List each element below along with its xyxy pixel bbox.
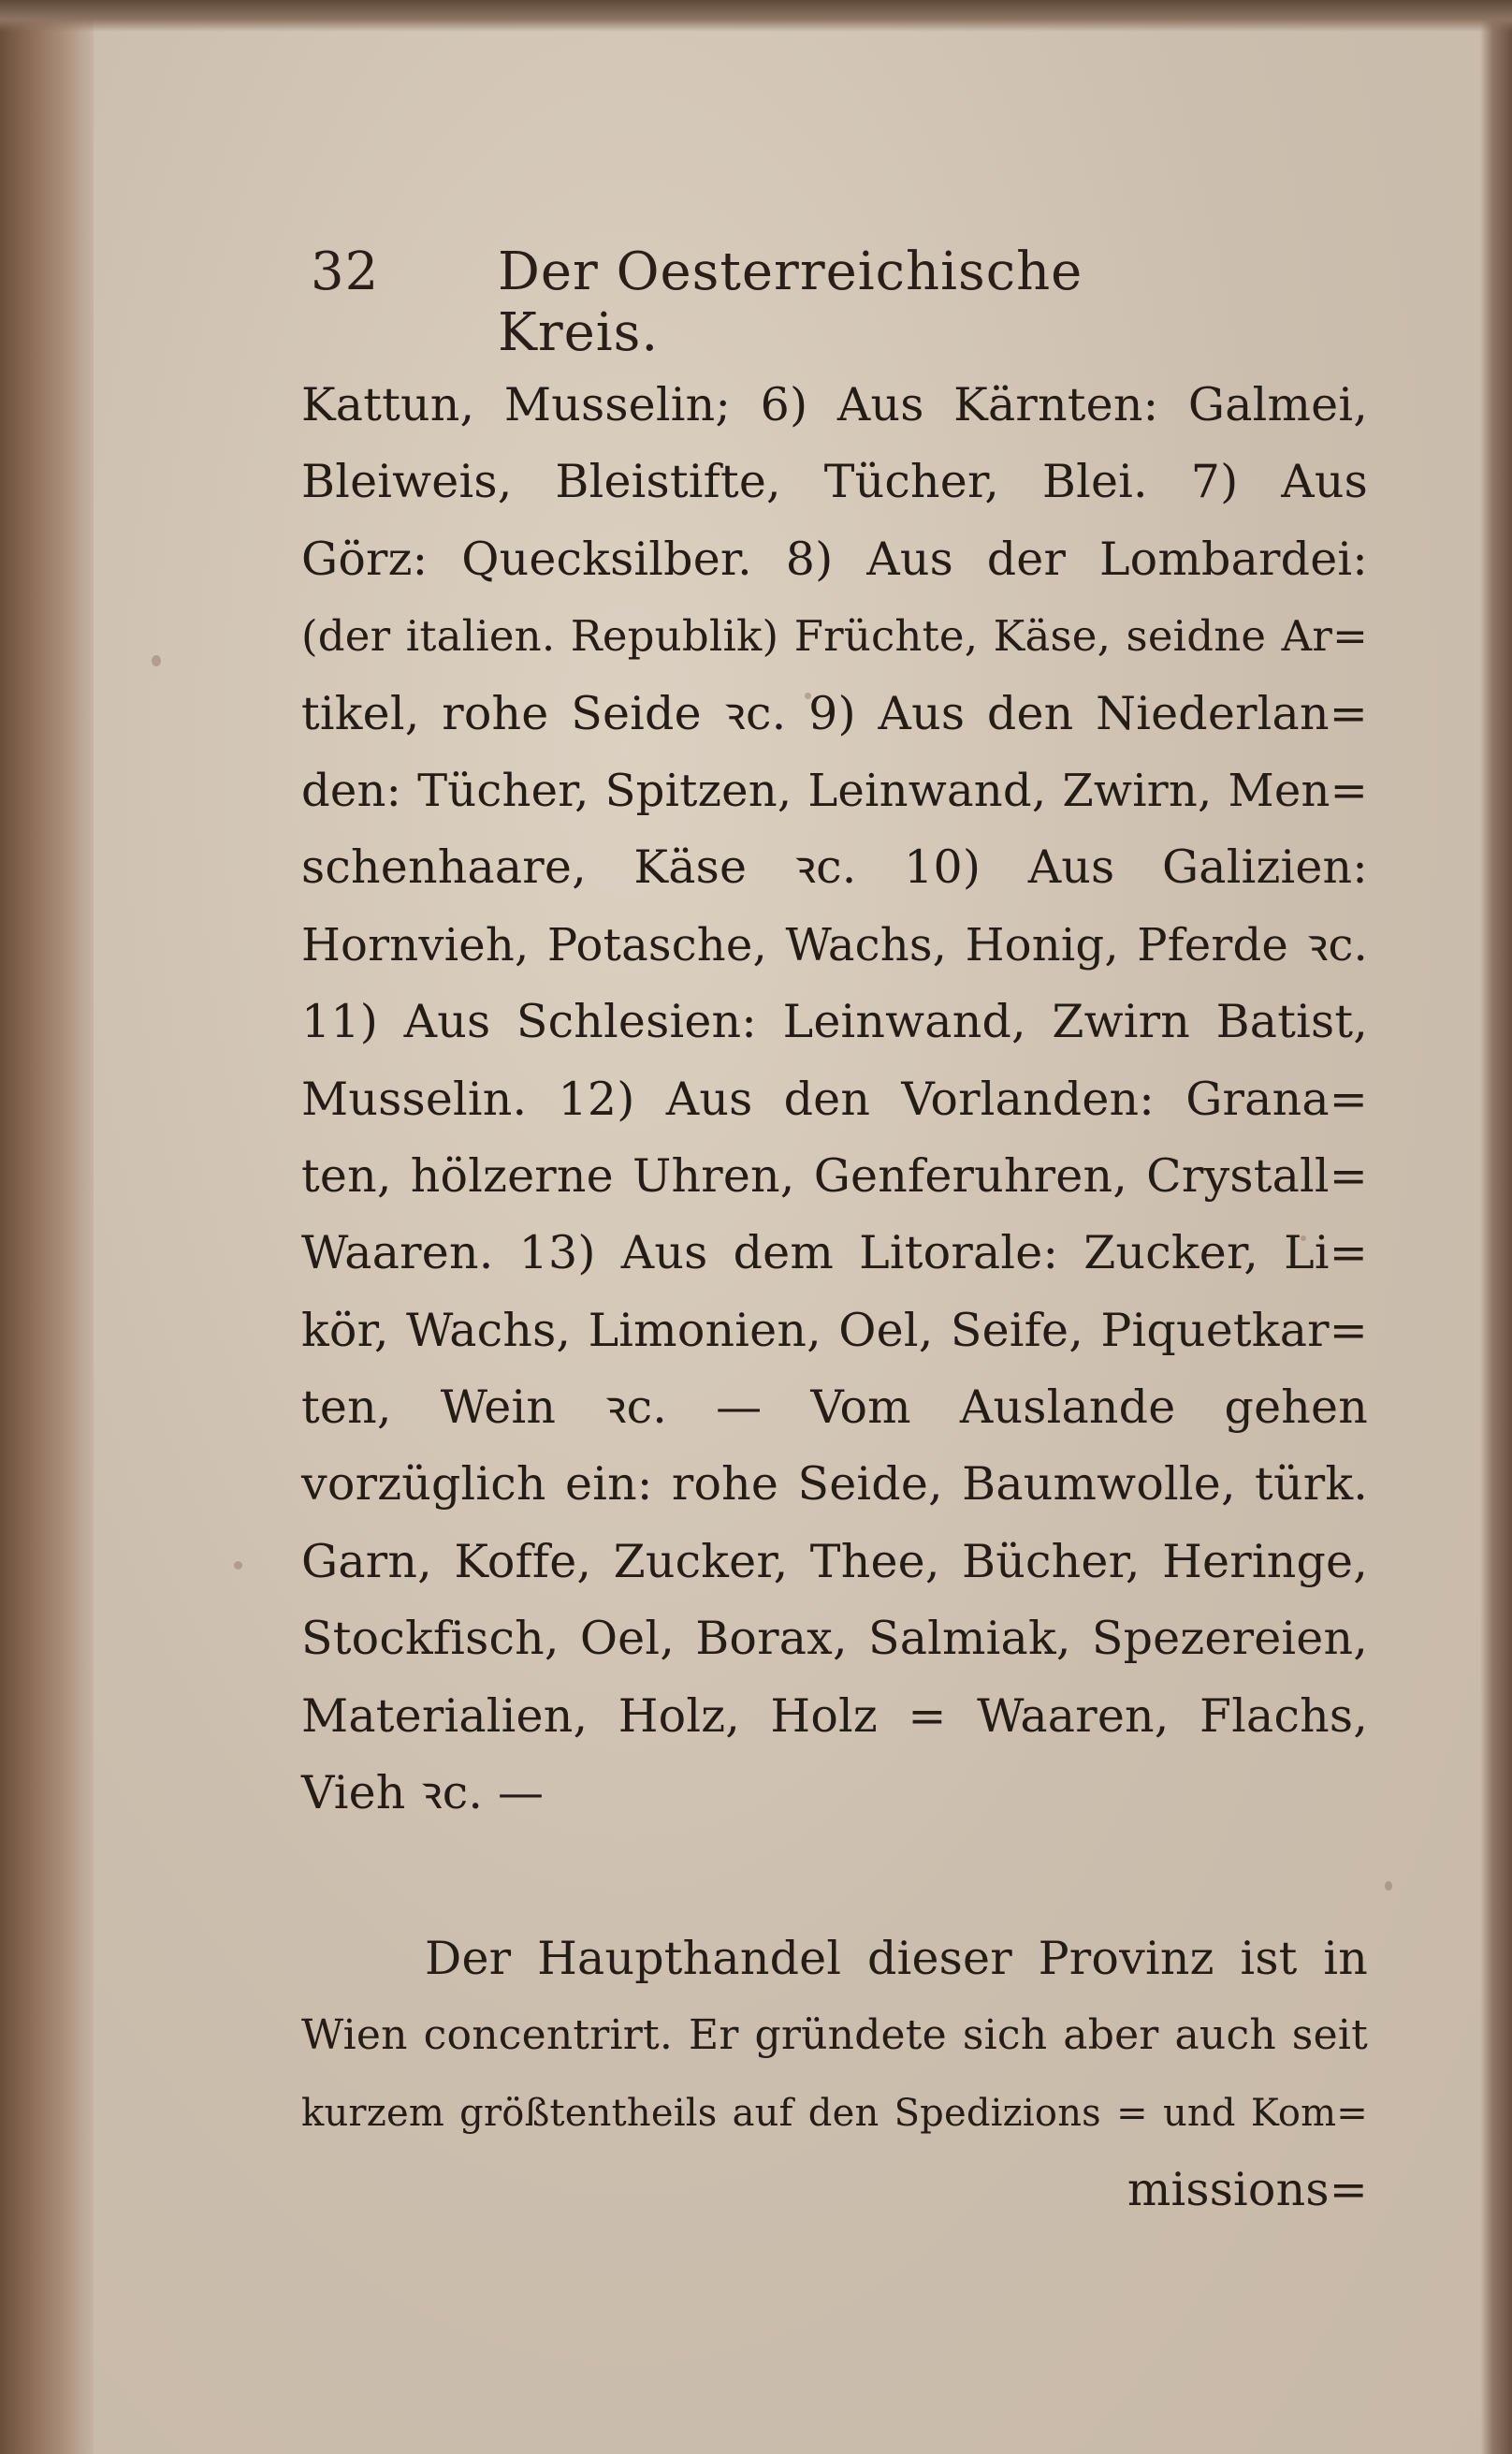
paragraph-2 bbox=[301, 1921, 1368, 2229]
page-number: 32 bbox=[311, 241, 380, 302]
text-line: Bleiweis, Bleistifte, Tücher, Blei. 7) Aus bbox=[301, 455, 1368, 509]
running-title: Der Oesterreichische Kreis. bbox=[498, 241, 1083, 363]
text-line: ten, Wein ꝛc. — Vom Auslande gehen bbox=[301, 1380, 1368, 1435]
page-top-edge bbox=[0, 0, 1512, 32]
text-line: 11) Aus Schlesien: Leinwand, Zwirn Batist, bbox=[301, 995, 1368, 1049]
text-line: kör, Wachs, Limonien, Oel, Seife, Piquetkar= bbox=[301, 1303, 1368, 1357]
text-line: den: Tücher, Spitzen, Leinwand, Zwirn, Men= bbox=[301, 764, 1368, 817]
book-binding-edge bbox=[0, 0, 94, 2454]
text-line: Garn, Koffe, Zucker, Thee, Bücher, Heringe, bbox=[301, 1534, 1368, 1588]
text-line: vorzüglich ein: rohe Seide, Baumwolle, türk. bbox=[301, 1457, 1368, 1512]
page-header bbox=[311, 241, 1246, 363]
text-line: Stockfisch, Oel, Borax, Salmiak, Spezereien, bbox=[301, 1612, 1368, 1666]
paper-speck bbox=[1385, 1881, 1392, 1891]
text-line: Hornvieh, Potasche, Wachs, Honig, Pferde ꝛc. bbox=[301, 918, 1368, 971]
text-line: Kattun, Musselin; 6) Aus Kärnten: Galmei, bbox=[301, 378, 1368, 431]
text-line: Wien concentrirt. Er gründete sich aber auch seit bbox=[301, 2011, 1368, 2060]
text-line: (der italien. Republik) Früchte, Käse, seidne Ar= bbox=[301, 611, 1368, 662]
text-line: Waaren. 13) Aus dem Litorale: Zucker, Li= bbox=[301, 1226, 1368, 1280]
text-line: schenhaare, Käse ꝛc. 10) Aus Galizien: bbox=[301, 840, 1368, 895]
text-line: Materialien, Holz, Holz = Waaren, Flachs, bbox=[301, 1688, 1368, 1743]
text-line: tikel, rohe Seide ꝛc. 9) Aus den Niederlan= bbox=[301, 686, 1368, 740]
text-line: ten, hölzerne Uhren, Genferuhren, Crystall= bbox=[301, 1148, 1368, 1203]
text-line: kurzem größtentheils auf den Spedizions = und Kom= bbox=[301, 2091, 1368, 2135]
catchword: missions= bbox=[1127, 2163, 1368, 2217]
paper-speck bbox=[152, 655, 161, 666]
text-line: Vieh ꝛc. — bbox=[301, 1766, 545, 1820]
text-line: Musselin. 12) Aus den Vorlanden: Grana= bbox=[301, 1072, 1368, 1126]
page-right-edge bbox=[1480, 0, 1512, 2454]
paper-speck bbox=[234, 1561, 242, 1570]
paragraph-1 bbox=[301, 367, 1368, 1832]
text-line: Görz: Quecksilber. 8) Aus der Lombardei: bbox=[301, 532, 1368, 586]
text-line: Der Haupthandel dieser Provinz ist in bbox=[425, 1932, 1368, 1985]
